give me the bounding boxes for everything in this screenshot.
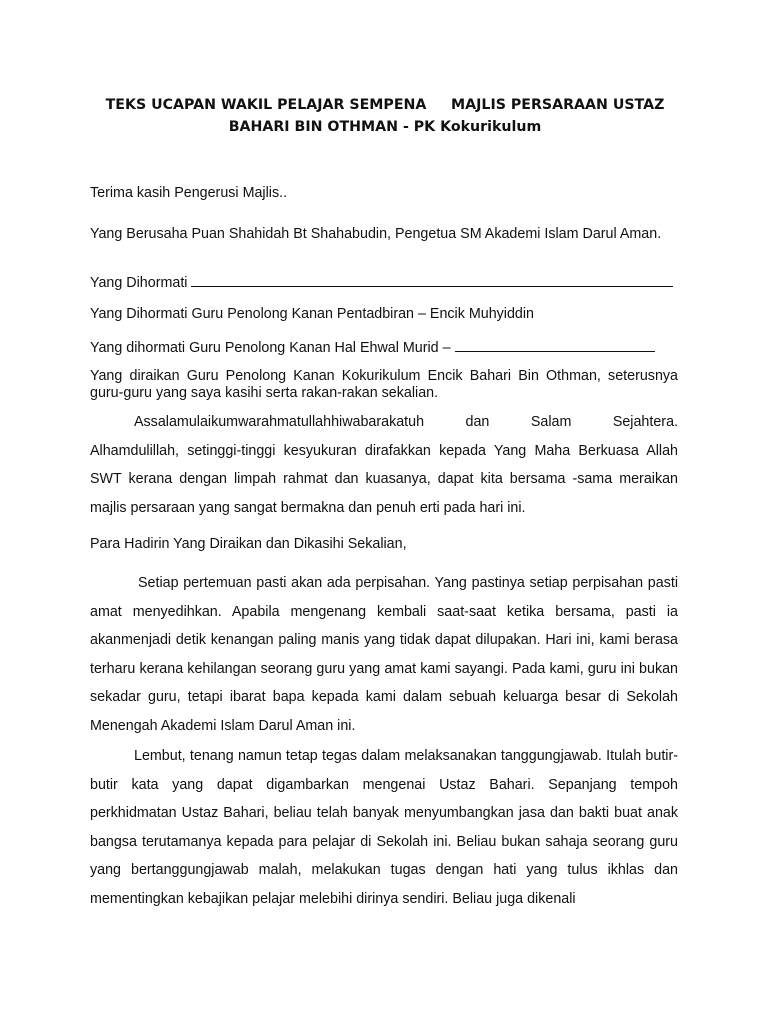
greeting-honoured-label: Yang Dihormati: [90, 275, 188, 291]
opening-word-1: Assalamulaikumwarahmatullahhiwabarakatuh: [134, 414, 425, 430]
opening-word-2: dan: [465, 414, 490, 430]
paragraph-2: Lembut, tenang namun tetap tegas dalam melaksanakan tanggungjawab. Itulah butir-butir kata yang dapat digambarkan mengenai Ustaz Bahari. Sepanjang tempoh perkhidmatan Ustaz Bahari, beliau telah banyak menyumbangkan jasa dan bakti buat anak bangsa terutamanya kepada para pelajar di Sekolah ini. Beliau bukan sahaja seorang guru yang bertanggungjawab malah, melakukan tugas dengan hati yang tulus ikhlas dan mementingkan kebajikan pelajar melebihi dirinya sendiri. Beliau juga dikenali: [90, 748, 678, 907]
opening-salutation-line: [90, 408, 678, 437]
document-title-line-2: BAHARI BIN OTHMAN - PK Kokurikulum: [228, 119, 542, 135]
fill-in-blank-line: [455, 339, 655, 352]
greeting-honoured-blank: [90, 274, 678, 292]
opening-rest: Alhamdulillah, setinggi-tinggi kesyukuran dirafakkan kepada Yang Maha Berkuasa Allah SWT kerana dengan limpah rahmat dan kuasanya, dapat kita bersama -sama meraikan majlis persaraan yang sangat bermakna dan penuh erti pada hari ini.: [90, 442, 678, 516]
greeting-chairman: Terima kasih Pengerusi Majlis..: [90, 185, 288, 201]
opening-word-4: Sejahtera.: [612, 414, 678, 430]
opening-paragraph: [90, 408, 678, 522]
fill-in-blank-line: [191, 274, 673, 287]
paragraph-1: Setiap pertemuan pasti akan ada perpisahan. Yang pastinya setiap perpisahan pasti amat menyedihkan. Apabila mengenang kembali saat-saat ketika bersama, pasti ia akanmenjadi detik kenangan paling manis yang tidak dapat dilupakan. Hari ini, kami berasa terharu kerana kehilangan seorang guru yang amat kami sayangi. Pada kami, guru ini bukan sekadar guru, tetapi ibarat bapa kepada kami dalam sebuah keluarga besar di Sekolah Menengah Akademi Islam Darul Aman ini.: [90, 575, 678, 734]
opening-word-3: Salam: [530, 414, 572, 430]
document-title-line-1: TEKS UCAPAN WAKIL PELAJAR SEMPENA MAJLIS PERSARAAN USTAZ: [105, 97, 665, 113]
greeting-student-affairs: [90, 339, 678, 357]
greeting-principal: Yang Berusaha Puan Shahidah Bt Shahabudin, Pengetua SM Akademi Islam Darul Aman.: [90, 226, 662, 242]
greeting-admin-senior-teacher: Yang Dihormati Guru Penolong Kanan Pentadbiran – Encik Muhyiddin: [90, 306, 535, 322]
address-audience: Para Hadirin Yang Diraikan dan Dikasihi Sekalian,: [90, 536, 407, 552]
greeting-student-affairs-label: Yang dihormati Guru Penolong Kanan Hal Ehwal Murid –: [90, 340, 451, 356]
greeting-cocurricular: Yang diraikan Guru Penolong Kanan Kokurikulum Encik Bahari Bin Othman, seterusnya guru-guru yang saya kasihi serta rakan-rakan sekalian.: [90, 368, 678, 401]
